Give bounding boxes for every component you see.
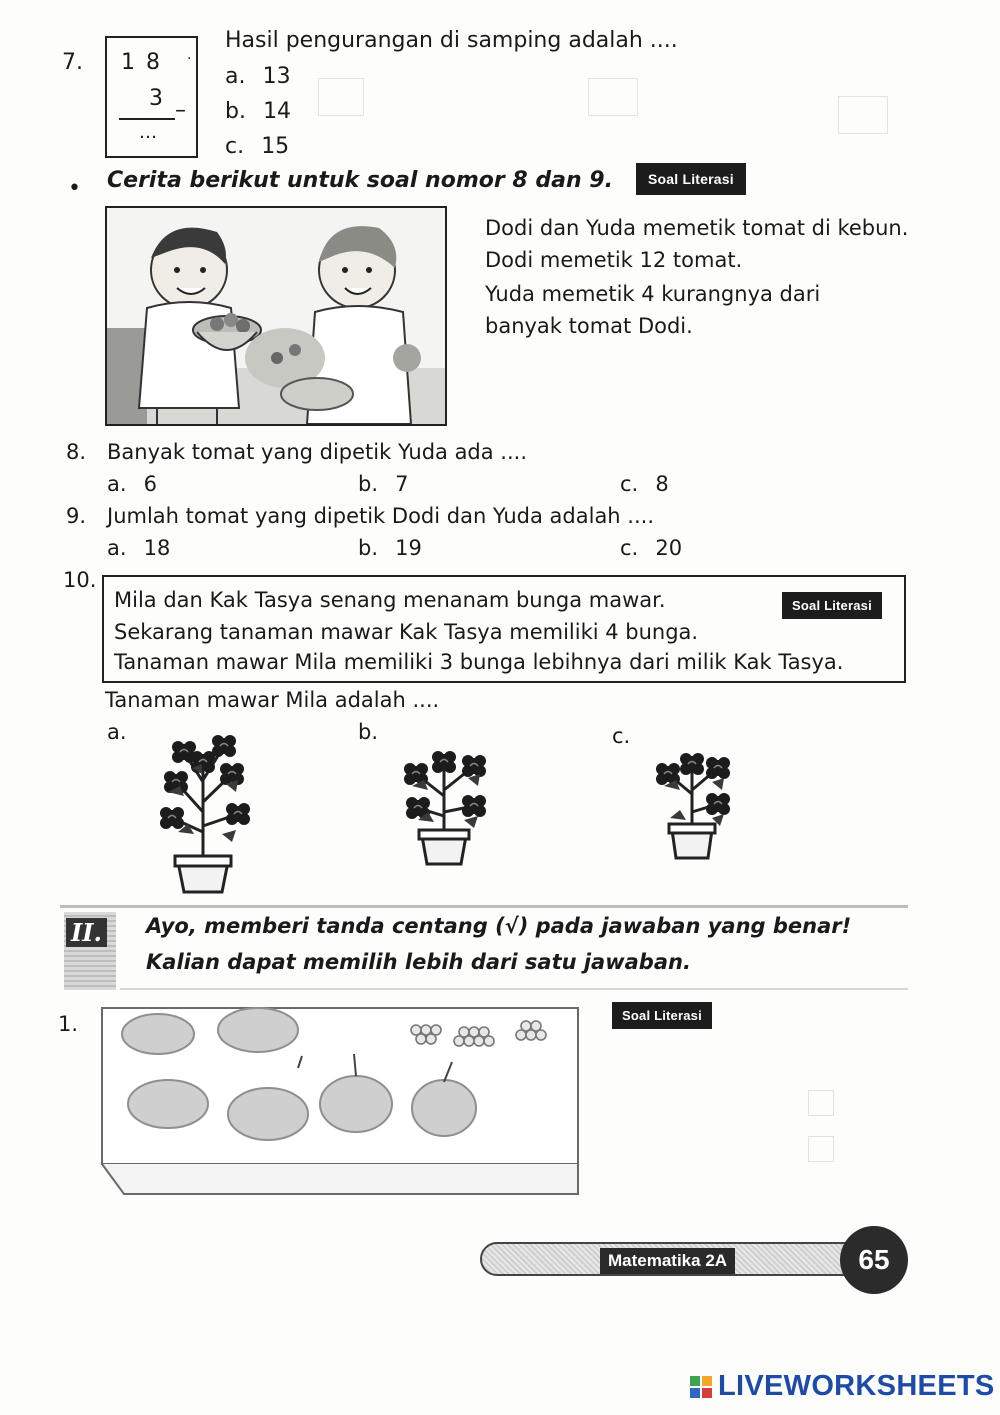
- fruit-stand-illustration: [98, 996, 582, 1196]
- q9-option-a[interactable]: a. 18: [107, 536, 171, 560]
- q10-option-a-rose-pot[interactable]: [148, 722, 258, 894]
- q7-option-c[interactable]: c. 15: [225, 134, 290, 159]
- rose-flower: [160, 807, 184, 829]
- q8-option-c[interactable]: c. 8: [620, 472, 669, 496]
- section-ii-instruction-1: Ayo, memberi tanda centang (√) pada jawaban yang benar!: [146, 914, 852, 938]
- soal-literasi-badge: Soal Literasi: [636, 163, 746, 195]
- q9-option-c[interactable]: c. 20: [620, 536, 683, 560]
- rose-flower: [432, 751, 456, 773]
- soal-literasi-badge: Soal Literasi: [612, 1002, 712, 1029]
- story-line-4: banyak tomat Dodi.: [485, 314, 693, 338]
- rose-flower: [462, 795, 486, 817]
- section-underline: [120, 988, 908, 990]
- q7-sum-line: [119, 118, 175, 120]
- story-heading: Cerita berikut untuk soal nomor 8 dan 9.: [107, 168, 613, 193]
- story-line-1: Dodi dan Yuda memetik tomat di kebun.: [485, 216, 909, 240]
- story-bullet: •: [68, 176, 81, 201]
- boys-picking-tomatoes-illustration: [107, 208, 445, 424]
- section-ii-tag: II.: [66, 918, 107, 947]
- fruit-stall-icon: [98, 996, 582, 1196]
- q7-subtraction-box: [105, 36, 198, 158]
- rose-flower: [191, 751, 215, 773]
- q10-number: 10.: [63, 568, 97, 592]
- rose-flower: [706, 757, 730, 779]
- story-illustration: [105, 206, 447, 426]
- faint-checkbox: [808, 1136, 834, 1162]
- q10-option-c-rose-pot[interactable]: [648, 734, 738, 860]
- faint-checkbox: [808, 1090, 834, 1116]
- rose-flower: [212, 735, 236, 757]
- q7-top-number: 1 8: [121, 50, 162, 75]
- q7-bottom-number: 3: [149, 86, 163, 111]
- q10-option-a-label: a.: [107, 720, 127, 744]
- q7-option-b[interactable]: b. 14: [225, 99, 292, 124]
- rose-flower: [226, 803, 250, 825]
- q10-line-2: Sekarang tanaman mawar Kak Tasya memiliki 4 bunga.: [114, 620, 699, 644]
- faint-box: [838, 96, 888, 134]
- q10-line-1: Mila dan Kak Tasya senang menanam bunga mawar.: [114, 588, 666, 612]
- page-number: 65: [840, 1226, 908, 1294]
- soal-literasi-badge: Soal Literasi: [782, 592, 882, 619]
- faint-box: [588, 78, 638, 116]
- q8-option-a[interactable]: a. 6: [107, 472, 158, 496]
- section-ii-instruction-2: Kalian dapat memilih lebih dari satu jawaban.: [146, 950, 691, 974]
- q8-prompt: Banyak tomat yang dipetik Yuda ada ....: [107, 440, 528, 464]
- q10-prompt: Tanaman mawar Mila adalah ....: [105, 688, 440, 712]
- rose-flower: [462, 755, 486, 777]
- liveworksheets-logo-icon: [690, 1376, 712, 1398]
- faint-box: [318, 78, 364, 116]
- q9-option-b[interactable]: b. 19: [358, 536, 422, 560]
- q9-prompt: Jumlah tomat yang dipetik Dodi dan Yuda adalah ....: [107, 504, 654, 528]
- q7-number: 7.: [62, 50, 83, 75]
- q7-prompt: Hasil pengurangan di samping adalah ....: [225, 28, 678, 53]
- q7-result-blank: …: [139, 122, 157, 143]
- q10-line-3: Tanaman mawar Mila memiliki 3 bunga lebihnya dari milik Kak Tasya.: [114, 650, 844, 674]
- story-line-2: Dodi memetik 12 tomat.: [485, 248, 743, 272]
- q10-option-b-rose-pot[interactable]: [394, 726, 494, 866]
- q9-number: 9.: [66, 504, 87, 528]
- rose-plant-icon: [648, 734, 738, 860]
- q10-option-b-label: b.: [358, 720, 379, 744]
- s2-q1-number: 1.: [58, 1012, 79, 1036]
- rose-flower: [680, 753, 704, 775]
- story-line-3: Yuda memetik 4 kurangnya dari: [485, 282, 821, 306]
- section-divider: [60, 905, 908, 908]
- liveworksheets-wordmark: LIVEWORKSHEETS: [718, 1370, 995, 1402]
- rose-flower: [220, 763, 244, 785]
- q10-option-c-label: c.: [612, 724, 631, 748]
- q7-option-a[interactable]: a. 13: [225, 64, 291, 89]
- rose-plant-icon: [148, 722, 258, 894]
- q8-number: 8.: [66, 440, 87, 464]
- rose-plant-icon: [394, 726, 494, 866]
- liveworksheets-brand[interactable]: [690, 1370, 995, 1403]
- q7-minus-sign: –: [175, 98, 186, 123]
- q7-dot: ·: [187, 51, 192, 67]
- footer-book-title: Matematika 2A: [600, 1248, 735, 1274]
- rose-flower: [706, 793, 730, 815]
- q8-option-b[interactable]: b. 7: [358, 472, 409, 496]
